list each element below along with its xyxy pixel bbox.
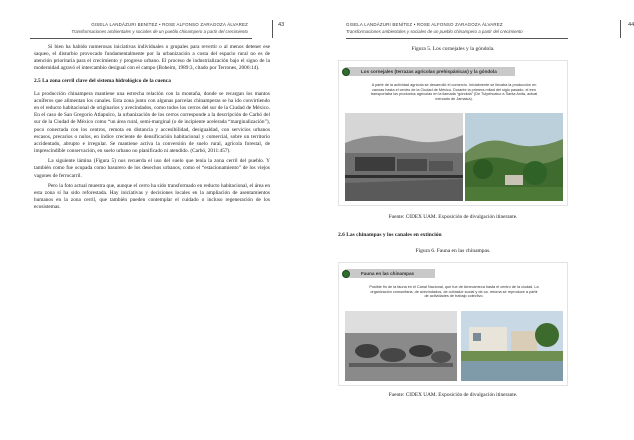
right-header-author: GISELA LANDÁZURI BENÍTEZ • ROSE ALFONSO ZARAGOZA ÁLVAREZ xyxy=(346,22,503,27)
urbanized-chinampa-photo-icon xyxy=(461,311,563,381)
left-header-author: GISELA LANDÁZURI BENÍTEZ • ROSE ALFONSO ZARAGOZA ÁLVAREZ xyxy=(91,22,248,27)
figure-6-historic-photo xyxy=(345,311,457,381)
figure-5-source: Fuente: CIDEX UAM. Exposición de divulgación itinerante. xyxy=(388,214,518,220)
left-page xyxy=(0,0,300,440)
right-header-title: Transformaciones ambientales y sociales de un pueblo chinampero a partir del crecimiento xyxy=(346,29,523,34)
paragraph: La siguiente lámina (Figura 5) nos recuerda el uso del suelo que tenía la zona cerril del pueblo. Y también como fue ocupada como basurero de los desechos urbanos, como el “estacionamiento” de los viejos vagones de ferrocarril. xyxy=(34,158,270,179)
figure-6-current-photo xyxy=(461,311,563,381)
figure-5-current-photo xyxy=(465,113,563,201)
paragraph: Pero la foto actual muestra que, aunque el cerro ha sido transformado en reducto habitacional, el área en esta zona sí ha sido reforestada. Hay iniciativas y decisiones locales en la ampliación de asentamientos humanos en la zona cerril, que también pueden contemplar el cuidado o incluso regeneración de los ecosistemas. xyxy=(34,182,270,211)
figure-5-logo-icon xyxy=(342,68,350,76)
right-header-divider xyxy=(620,20,621,38)
figure-5-caption: Figura 5. Los cornejales y la góndola. xyxy=(411,46,495,52)
paragraph: La producción chinampera mantiene una estrecha relación con la montaña, donde se recargan los mantos acuíferos que alimentan los canales. Esta zona junto con algunas parcelas chinamperas se ha ido convirtiendo en el reducto habitacional de originarios y avecindados, como todos los cerros del sur de la Ciudad de México. En el caso de San Gregorio Atlapulco, la urbanización de los cerros corresponde a la descripción de Carbó del sur de la Ciudad de México como “un área rural, semi-marginal (o de incipiente acelerada “marginalización”), poco conectada con los centros, remota en distancia y accesibilidad, desigualdad, con servicios urbanos escasos, precarios o nulos, en índice creciente de densificación habitacional y comercial, sobre un territorio accidentado, abrupto e irregular. Se mantiene activa la conversión de suelo rural, agrícola forestal, de imprescindible conservación, en suelo urbano no planificado ni atendido. (Carbó, 2011:457). xyxy=(34,90,270,155)
left-page-number: 43 xyxy=(278,22,285,28)
figure-6-caption: Figura 6. Fauna en las chinampas. xyxy=(415,248,491,254)
figure-5 xyxy=(338,60,568,206)
figure-5-description: A partir de la actividad agrícola se desarrolló el comercio. Inicialmente se llevaba la producción en canoas hasta el centro de la Ciudad de México. Durante la primera mitad del siglo pasado, el tren transportaba los productos agrícolas en la llamada “góndola” (De Tulyehualco a Santa Anita, actual mercado de Jamaica). xyxy=(370,83,538,101)
historic-train-photo-icon xyxy=(345,113,463,201)
figure-6-source: Fuente: CIDEX UAM. Exposición de divulgación itinerante. xyxy=(388,392,518,398)
left-header-rule xyxy=(30,38,252,39)
figure-6-description: Posible fin de la fauna en el Canal Nacional, que fue de Amecameca hasta el centro de la ciudad. La organización comunitaria, de avecindados, de cobrador social y de ca. retoma se reproduce a partir de actividades de trabajo colectivo. xyxy=(369,285,539,299)
right-running-header xyxy=(328,22,573,44)
section-heading: 2.6 Las chinampas y los canales en extinción xyxy=(338,232,442,238)
left-header-divider xyxy=(272,20,273,38)
figure-5-title: Los cornejales (terrazas agrícolas prehispánicas) y la góndola xyxy=(361,69,497,74)
figure-6-title: Fauna en las chinampas xyxy=(361,271,415,276)
paragraph: Si bien ha habido numerosas iniciativas individuales o grupales para revertir o al menos detener ese saqueo, el disturbio provocado fundamentalmente por la urbanización a costa del espacio rural no es de atención prioritaria para el crecimiento y progreso urbano. El proceso de industrialización bajo el signo de la modernidad agravó el intercambio desigual con el campo (Boheim, 1989:3, citado por Terrones, 2006:14). xyxy=(34,44,270,72)
left-header-title: Transformaciones ambientales y sociales de un pueblo chinampero a partir del crecimiento xyxy=(71,29,248,34)
figure-5-historic-photo xyxy=(345,113,463,201)
reforested-hill-photo-icon xyxy=(465,113,563,201)
figure-6-logo-icon xyxy=(342,270,350,278)
historic-livestock-photo-icon xyxy=(345,311,457,381)
left-body-text xyxy=(34,44,270,214)
right-page-number: 44 xyxy=(628,22,634,28)
left-running-header xyxy=(30,22,270,44)
right-page xyxy=(300,0,634,440)
section-heading: 2.5 La zona cerril clave del sistema hidrológico de la cuenca xyxy=(34,77,171,84)
figure-6 xyxy=(338,262,568,386)
right-header-rule xyxy=(346,38,568,39)
